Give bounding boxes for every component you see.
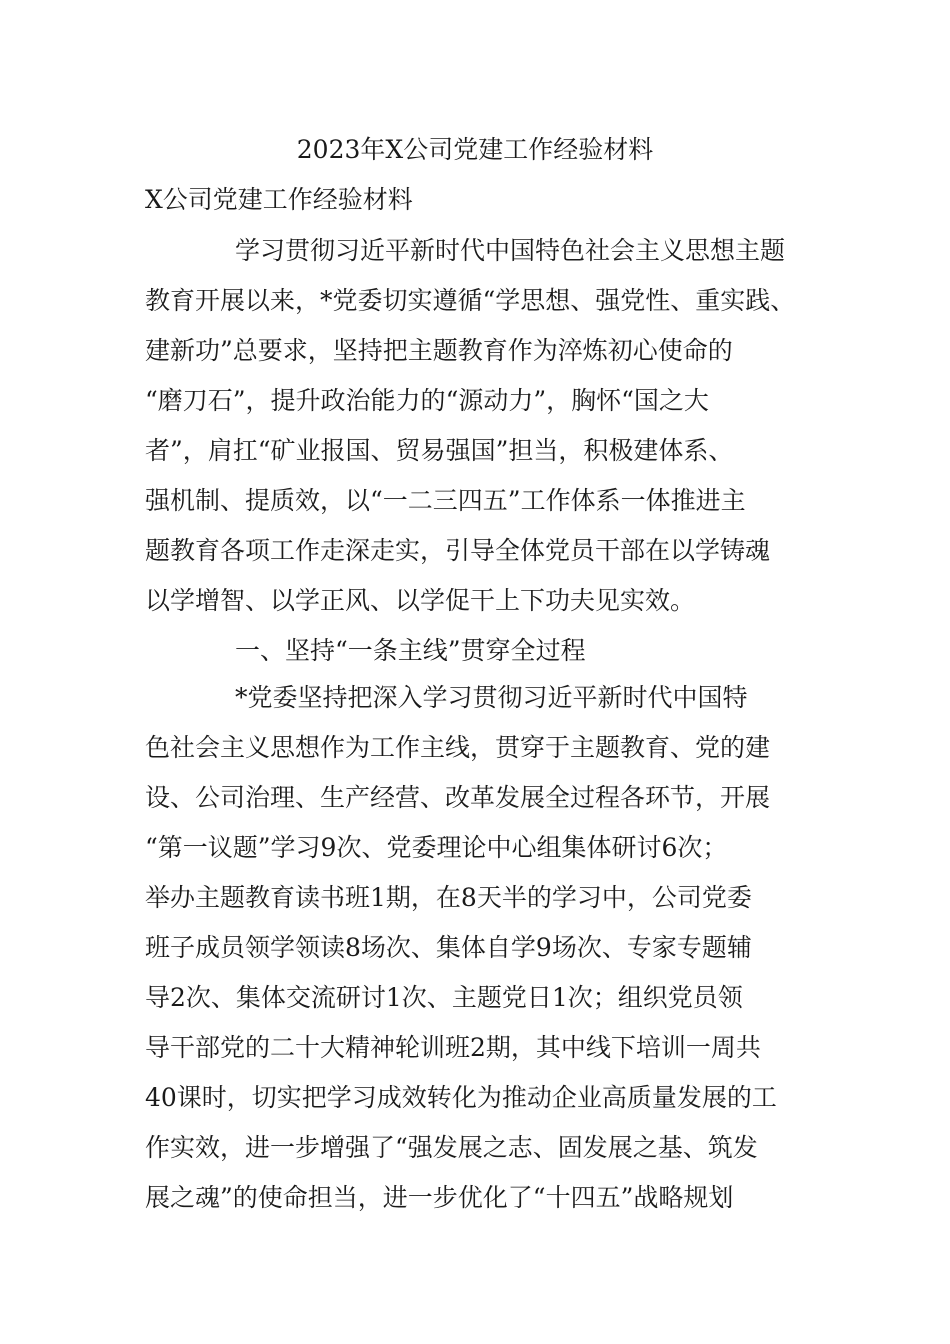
paragraph-line: 作实效，进一步增强了“强发展之志、固发展之基、筑发 [145, 1133, 758, 1162]
paragraph-line: 导2次、集体交流研讨1次、主题党日1次；组织党员领 [145, 983, 743, 1012]
paragraph-line: 教育开展以来，*党委切实遵循“学思想、强党性、重实践、 [145, 286, 796, 315]
paragraph-line: 学习贯彻习近平新时代中国特色社会主义思想主题 [235, 236, 786, 265]
paragraph-line: “磨刀石”，提升政治能力的“源动力”，胸怀“国之大 [145, 386, 709, 415]
document-subtitle: X公司党建工作经验材料 [145, 185, 413, 214]
intro-paragraph [145, 226, 845, 626]
paragraph-line: 举办主题教育读书班1期，在8天半的学习中，公司党委 [145, 883, 752, 912]
paragraph-line: 40课时，切实把学习成效转化为推动企业高质量发展的工 [145, 1083, 777, 1112]
section-heading: 一、坚持“一条主线”贯穿全过程 [235, 636, 586, 665]
paragraph-line: 建新功”总要求，坚持把主题教育作为淬炼初心使命的 [145, 336, 733, 365]
paragraph-line: *党委坚持把深入学习贯彻习近平新时代中国特 [235, 683, 748, 712]
paragraph-line: 导干部党的二十大精神轮训班2期，其中线下培训一周共 [145, 1033, 761, 1062]
document-title: 2023年X公司党建工作经验材料 [296, 135, 654, 164]
paragraph-line: 强机制、提质效，以“一二三四五”工作体系一体推进主 [145, 486, 746, 515]
paragraph-line: “第一议题”学习9次、党委理论中心组集体研讨6次； [145, 833, 728, 862]
paragraph-line: 班子成员领学领读8场次、集体自学9场次、专家专题辅 [145, 933, 752, 962]
paragraph-line: 者”，肩扛“矿业报国、贸易强国”担当，积极建体系、 [145, 436, 734, 465]
section-paragraph [145, 673, 845, 1223]
paragraph-line: 以学增智、以学正风、以学促干上下功夫见实效。 [145, 586, 696, 615]
paragraph-line: 色社会主义思想作为工作主线，贯穿于主题教育、党的建 [145, 733, 771, 762]
paragraph-line: 题教育各项工作走深走实，引导全体党员干部在以学铸魂 [145, 536, 771, 565]
paragraph-line: 设、公司治理、生产经营、改革发展全过程各环节，开展 [145, 783, 771, 812]
paragraph-line: 展之魂”的使命担当，进一步优化了“十四五”战略规划 [145, 1183, 734, 1212]
